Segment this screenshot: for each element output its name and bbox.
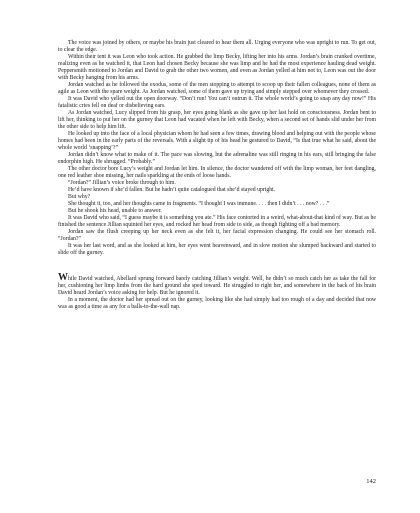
drop-cap: W — [58, 272, 68, 283]
paragraph: The voice was joined by others, or maybe his brain just cleared to hear them all. Urging everyone who was upright to run. To get out, to clear the edge. — [58, 40, 376, 53]
paragraph: It was her last word, and as she looked at him, her eyes went heavenward, and in slow motion she slumped backward and started to slide off the gurney. — [58, 243, 376, 256]
paragraph: Jordan saw the flush creeping up her neck even as she felt it, her facial expression changing. He could see her stomach roll. “Jordan?” — [58, 229, 376, 242]
paragraph: It was David who said, “I guess maybe it is something you ate.” His face contorted in a weird, what-about-that kind of way. But as he finished the sentence Jillian squinted her eyes, and rocked her head from side to side, as though fighting off a bad memory. — [58, 215, 376, 228]
paragraph: He looked up into the face of a local physician whom he had seen a few times, drawing blood and helping out with the people whose homes had been in the early parts of the reversals. With a slight tip of his head he gestured to David, “Is that true what he said, about the whole world ‘snapping’?” — [58, 131, 376, 151]
paragraph: He’d have known if she’d fallen. But he hadn’t quite catalogued that she’d stayed upright. — [68, 187, 276, 193]
paragraph: As Jordan watched, Lucy slipped from his grasp, her eyes going blank as she gave up her last hold on consciousness. Jordan bent to lift her, thinking to put her on the gurney that Leon had vacated when he left with Becky, when a second set of hands slid under her from the other side to help him lift. — [58, 110, 376, 130]
section-break — [58, 257, 376, 275]
paragraph: Within their tent it was Leon who took action. He grabbed the limp Becky, lifting her into his arms. Jordan’s brain cranked overtime, realizing even as he watched it, that Leon had chosen Becky because she was limp and he had the most experience hauling dead weight. Peppersmith motioned to Jordan and David to grab the other two women, and even as Jordan yelled at him not to, Leon was out the door with Becky hanging from his arms. — [58, 54, 376, 81]
paragraph: “Jordan?” Jillian’s voice broke through to him. — [68, 180, 176, 186]
paragraph: She thought it, too, and her thoughts came in fragments. “I thought I was immune. . . . then I didn’t . . . now? . . .” — [68, 201, 330, 207]
paragraph: But he shook his head, unable to answer. — [68, 208, 162, 214]
paragraph: Jordan watched as he followed the exodus, some of the men stopping to attempt to scoop up their fallen colleagues, none of them as agile as Leon with the spare weight. As Jordan watched, some of them gave up trying and simply stepped over whomever they crossed. — [58, 82, 376, 95]
section-two — [58, 272, 376, 311]
paragraph: But why? — [68, 194, 91, 200]
section-first-paragraph — [58, 272, 376, 297]
paragraph: Jordan didn’t know what to make of it. The pace was slowing, but the adrenaline was still ringing in his ears, still bringing the false endorphin high. He shrugged. “Probably.” — [58, 152, 376, 165]
paragraph: It was David who yelled out the open doorway. “Don’t run! You can’t outrun it. The whole world’s going to snap any day now!” His fatalistic cries fell on deaf or disbelieving ears. — [58, 96, 376, 109]
paragraph: In a moment, the doctor had her spread out on the gurney, looking like she had simply had too rough of a day and decided that now was as good a time as any for a balls-to-the-wall nap. — [58, 297, 376, 310]
paragraph-text: hile David watched, Abellard sprung forward barely catching Jillian’s weight. Well, he didn’t so much catch her as take the fall for her, cushioning her limp limbs from the hard ground she sped toward. He struggled to right her, and somewhere in the back of his brain David heard Jordan’s voice asking for help. But he ignored it. — [58, 276, 376, 296]
paragraph: The other doctor bore Lucy’s weight and Jordan let him. In silence, the doctor wandered off with the limp woman, her feet dangling, one red leather shoe missing, her nails sparkling at the ends of loose hands. — [58, 166, 376, 179]
chapter-body — [58, 40, 376, 257]
page-number: 142 — [366, 478, 376, 485]
